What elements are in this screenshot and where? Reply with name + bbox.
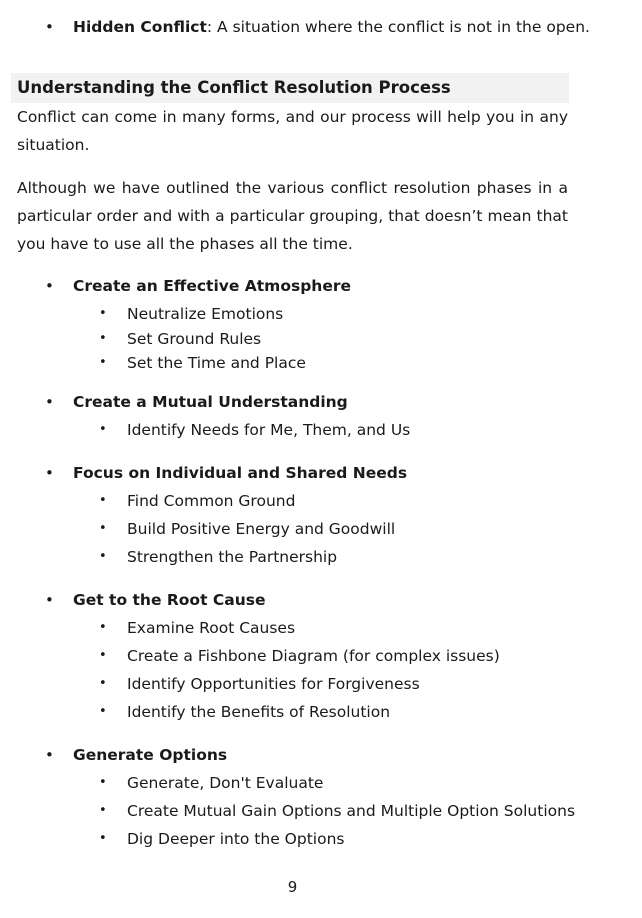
sub-bullet-dot: • [99,331,107,346]
sub-list-item [0,798,642,824]
sub-bullet-dot: • [99,549,107,564]
bullet-dot: • [45,746,54,764]
sub-bullet-dot: • [99,831,107,846]
bullet-dot: • [45,591,54,609]
bullet-dot: • [45,18,54,36]
bullet-dot: • [45,277,54,295]
sub-item-text: Identify Needs for Me, Them, and Us [127,421,411,439]
sub-item-text: Neutralize Emotions [127,305,284,323]
sub-item-text: Set Ground Rules [127,330,262,348]
sub-item-text: Create a Fishbone Diagram (for complex issues) [127,647,500,665]
phases-paragraph: Although we have outlined the various conflict resolution phases in a particular order and with a particular grouping, that doesn’t mean that you have to use all the phases all the time. [17,179,568,253]
sub-bullet-dot: • [99,676,107,691]
sub-bullet-dot: • [99,803,107,818]
sub-list-item [0,615,642,641]
sub-bullet-dot: • [99,306,107,321]
bullet-dot: • [45,393,54,411]
sub-list-item [0,417,642,443]
sub-item-text: Strengthen the Partnership [127,548,338,566]
sub-item-text: Create Mutual Gain Options and Multiple Option Solutions [127,802,576,820]
sub-list-item [0,350,642,376]
sub-list-item [0,770,642,796]
sub-item-text: Identify Opportunities for Forgiveness [127,675,420,693]
sub-item-text: Build Positive Energy and Goodwill [127,520,396,538]
sub-bullet-dot: • [99,648,107,663]
sub-item-text: Examine Root Causes [127,619,296,637]
sub-bullet-dot: • [99,704,107,719]
sub-item-text: Generate, Don't Evaluate [127,774,324,792]
sub-list-item [0,643,642,669]
sub-item-text: Find Common Ground [127,492,296,510]
sub-bullet-dot: • [99,620,107,635]
sub-bullet-dot: • [99,355,107,370]
sub-item-text: Identify the Benefits of Resolution [127,703,391,721]
sub-bullet-dot: • [99,493,107,508]
bullet-definition: : A situation where the conflict is not in the open. [206,18,590,36]
sub-list-item [0,301,642,327]
sub-list-item [0,326,642,352]
sub-list-item [0,488,642,514]
sub-list-item [0,671,642,697]
phase-title: Create an Effective Atmosphere [73,277,352,295]
bullet-hidden-conflict [0,14,642,40]
bullet-term: Hidden Conflict [73,18,207,36]
phase-title: Get to the Root Cause [73,591,266,609]
sub-item-text: Set the Time and Place [127,354,306,372]
sub-list-item [0,544,642,570]
phase-title: Create a Mutual Understanding [73,393,348,411]
phase-title: Generate Options [73,746,228,764]
sub-bullet-dot: • [99,775,107,790]
sub-list-item [0,699,642,725]
page-number: 9 [287,878,298,896]
sub-item-text: Dig Deeper into the Options [127,830,345,848]
section-heading: Understanding the Conflict Resolution Process [11,73,569,103]
sub-list-item [0,826,642,852]
sub-bullet-dot: • [99,521,107,536]
bullet-dot: • [45,464,54,482]
intro-paragraph: Conflict can come in many forms, and our process will help you in any situation. [17,108,568,154]
sub-bullet-dot: • [99,422,107,437]
bullet-text [73,14,590,40]
sub-list-item [0,516,642,542]
phase-title: Focus on Individual and Shared Needs [73,464,408,482]
